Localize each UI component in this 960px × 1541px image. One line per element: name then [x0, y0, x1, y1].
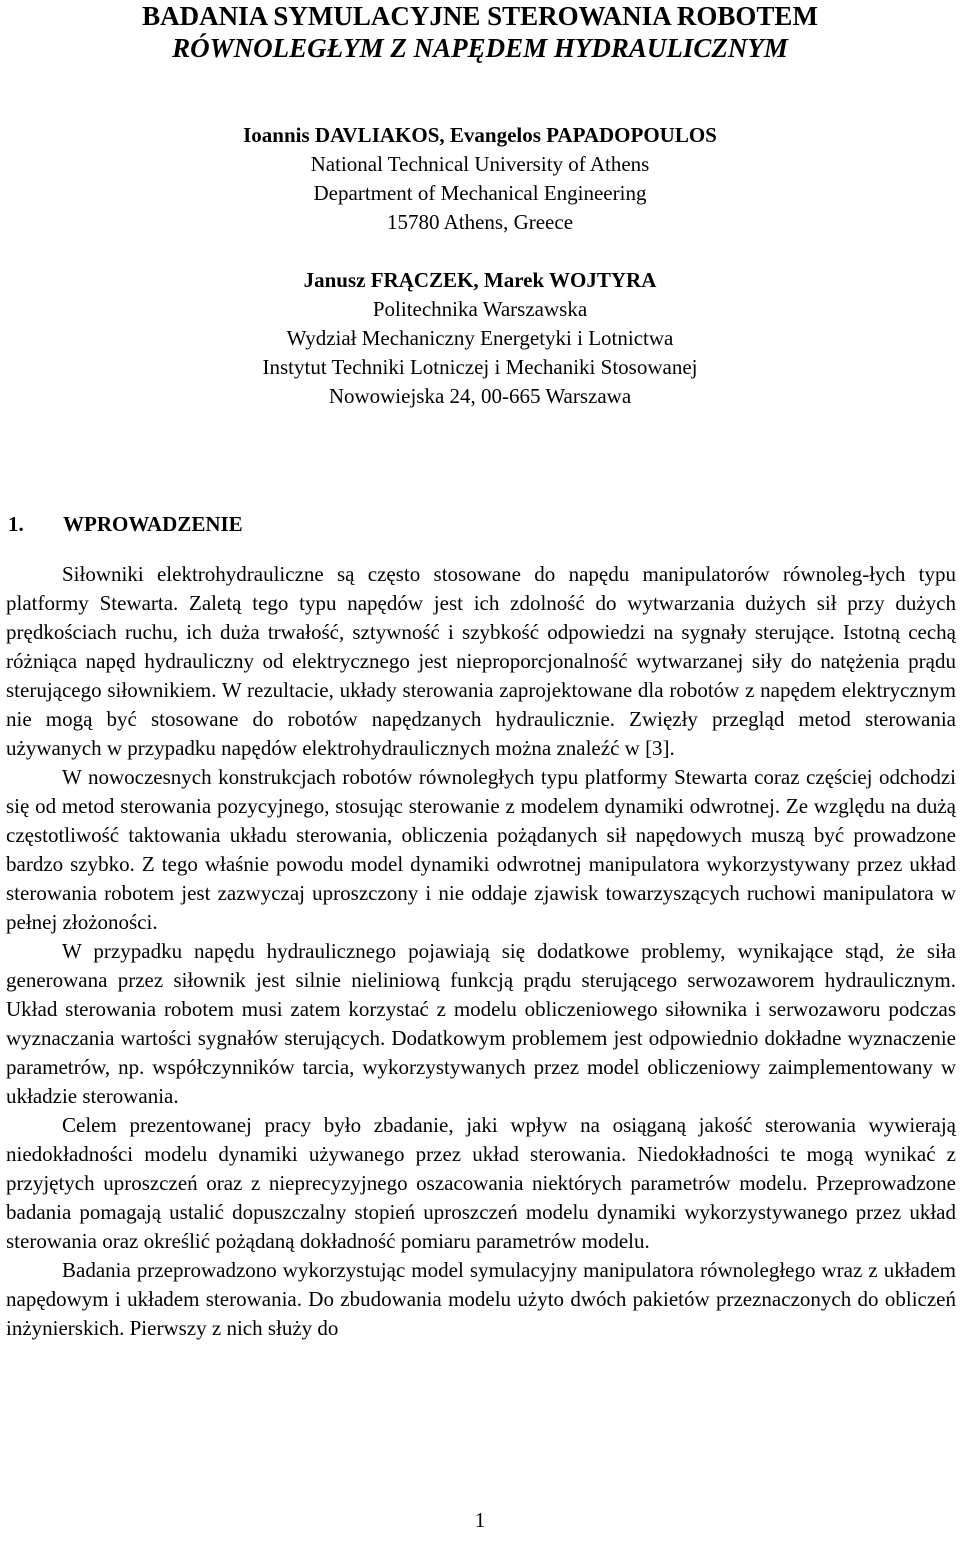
affiliation-line: Politechnika Warszawska — [372, 297, 588, 321]
affiliation-line: 15780 Athens, Greece — [386, 210, 574, 234]
body-paragraph: Badania przeprowadzono wykorzystując model symulacyjny manipulatora równoległego wraz z układem napędowym i układem sterowania. Do zbudowania modelu użyto dwóch pakietów przeznaczonych do obliczeń inżynierskich. Pierwszy z nich służy do — [6, 1258, 956, 1340]
body-paragraph: Celem prezentowanej pracy było zbadanie, jaki wpływ na osiąganą jakość sterowania wywierają niedokładności modelu dynamiki używanego przez układ sterowania. Niedokładności te mogą wynikać z przyjętych uproszczeń oraz z nieprecyzyjnego oszacowania niektórych parametrów modelu. Przeprowadzone badania pomagają ustalić dopuszczalny stopień uproszczeń modelu dynamiki wykorzystywanego przez układ sterowania oraz określić pożądaną dokładność pomiaru parametrów modelu. — [6, 1113, 956, 1253]
affiliation-line: Wydział Mechaniczny Energetyki i Lotnictwa — [286, 326, 674, 350]
affiliation-line: National Technical University of Athens — [310, 152, 650, 176]
affiliation-line: Nowowiejska 24, 00-665 Warszawa — [328, 384, 632, 408]
affiliation-block-warsaw — [0, 266, 960, 411]
title-line-1: BADANIA SYMULACYJNE STEROWANIA ROBOTEM — [142, 1, 818, 31]
affiliation-block-athens — [0, 121, 960, 237]
affiliation-line: Department of Mechanical Engineering — [313, 181, 647, 205]
paper-title — [0, 0, 960, 64]
body-paragraph: W nowoczesnych konstrukcjach robotów równoległych typu platformy Stewarta coraz częściej odchodzi się od metod sterowania pozycyjnego, stosując sterowanie z modelem dynamiki odwrotnej. Ze względu na dużą częstotliwość taktowania układu sterowania, obliczenia pożądanych sił napędowych muszą być prowadzone bardzo szybko. Z tego właśnie powodu model dynamiki odwrotnej manipulatora wykorzystywany przez układ sterowania robotem jest zazwyczaj uproszczony i nie oddaje zjawisk towarzyszących ruchowi manipulatora w pełnej złożoności. — [6, 765, 956, 934]
body-paragraph: W przypadku napędu hydraulicznego pojawiają się dodatkowe problemy, wynikające stąd, że siła generowana przez siłownik jest silnie nieliniową funkcją prądu sterującego serwozaworem hydraulicznym. Układ sterowania robotem musi zatem korzystać z modelu obliczeniowego siłownika i serwozaworu podczas wyznaczania wartości sygnałów sterujących. Dodatkowym problemem jest odpowiednio dokładne wyznaczenie parametrów, np. współczynników tarcia, wykorzystywanych przez model obliczeniowy zaimplementowany w układzie sterowania. — [6, 939, 956, 1108]
author-names: Ioannis DAVLIAKOS, Evangelos PAPADOPOULOS — [243, 123, 717, 147]
body-text — [6, 560, 956, 1343]
section-heading — [8, 509, 243, 539]
body-paragraph: Siłowniki elektrohydrauliczne są często stosowane do napędu manipulatorów równoleg-łych typu platformy Stewarta. Zaletą tego typu napędów jest ich zdolność do wytwarzania dużych sił przy dużych prędkościach ruchu, ich duża trwałość, sztywność i szybkość odpowiedzi na sygnały sterujące. Istotną cechą różniąca napęd hydrauliczny od elektrycznego jest nieproporcjonalność wytwarzanej siły do natężenia prądu sterującego siłownikiem. W rezultacie, układy sterowania zaprojektowane dla robotów z napędem elektrycznym nie mogą być stosowane do robotów napędzanych hydraulicznie. Zwięzły przegląd metod sterowania używanych w przypadku napędów elektrohydraulicznych można znaleźć w [3]. — [6, 562, 956, 760]
page-number: 1 — [474, 1508, 486, 1532]
affiliation-line: Instytut Techniki Lotniczej i Mechaniki Stosowanej — [262, 355, 698, 379]
author-names: Janusz FRĄCZEK, Marek WOJTYRA — [303, 268, 657, 292]
section-title: WPROWADZENIE — [63, 512, 243, 536]
section-number: 1. — [8, 512, 24, 536]
title-line-2: RÓWNOLEGŁYM Z NAPĘDEM HYDRAULICZNYM — [172, 33, 788, 63]
